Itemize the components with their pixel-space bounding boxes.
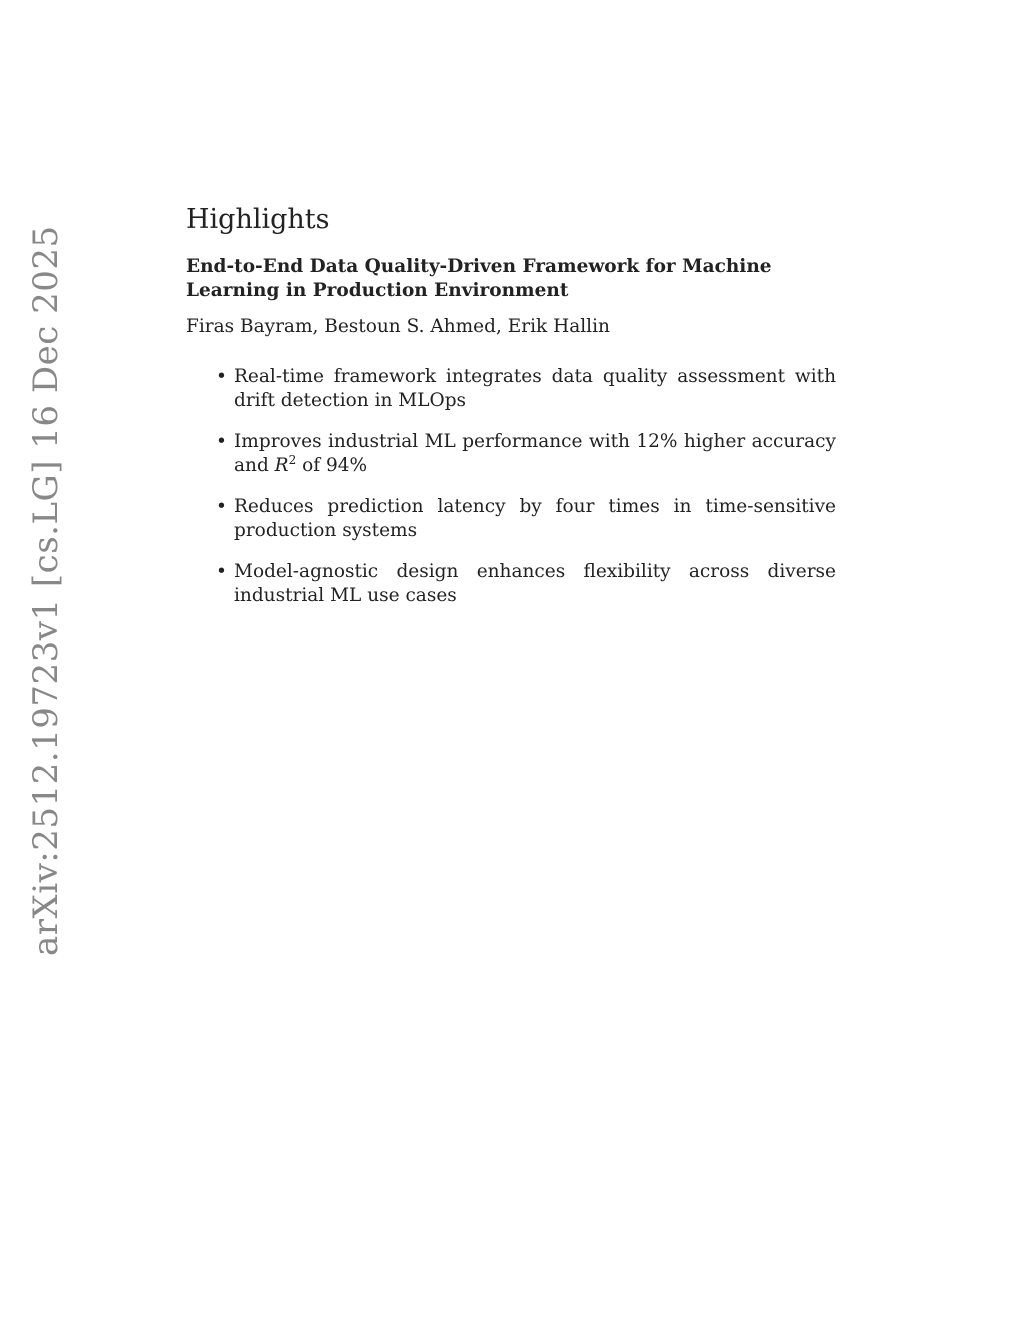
highlight-item [186, 430, 836, 478]
highlight-text: Real-time framework integrates data quality assessment with drift detection in MLOps [234, 366, 836, 411]
highlight-text: Improves industrial ML performance with 12% higher accuracy and [234, 431, 836, 476]
highlight-text: Reduces prediction latency by four times in time-sensitive production systems [234, 496, 836, 541]
math-superscript: 2 [288, 452, 297, 467]
highlights-page [186, 200, 846, 625]
bullet-icon: • [216, 431, 227, 452]
section-heading: Highlights [186, 204, 330, 235]
highlight-item [186, 365, 836, 413]
highlight-item [186, 495, 836, 543]
math-variable: R [274, 455, 289, 476]
paper-title: End-to-End Data Quality-Driven Framework for Machine Learning in Production Environment [186, 256, 772, 301]
bullet-icon: • [216, 366, 227, 387]
bullet-icon: • [216, 561, 227, 582]
highlight-text-continuation: of 94% [296, 455, 368, 476]
author-list: Firas Bayram, Bestoun S. Ahmed, Erik Hallin [186, 316, 610, 337]
highlight-item [186, 560, 836, 608]
arxiv-identifier-stamp: arXiv:2512.19723v1 [cs.LG] 16 Dec 2025 [26, 225, 66, 956]
highlights-list [186, 365, 846, 608]
bullet-icon: • [216, 496, 227, 517]
highlight-text: Model-agnostic design enhances flexibility across diverse industrial ML use cases [234, 561, 836, 606]
